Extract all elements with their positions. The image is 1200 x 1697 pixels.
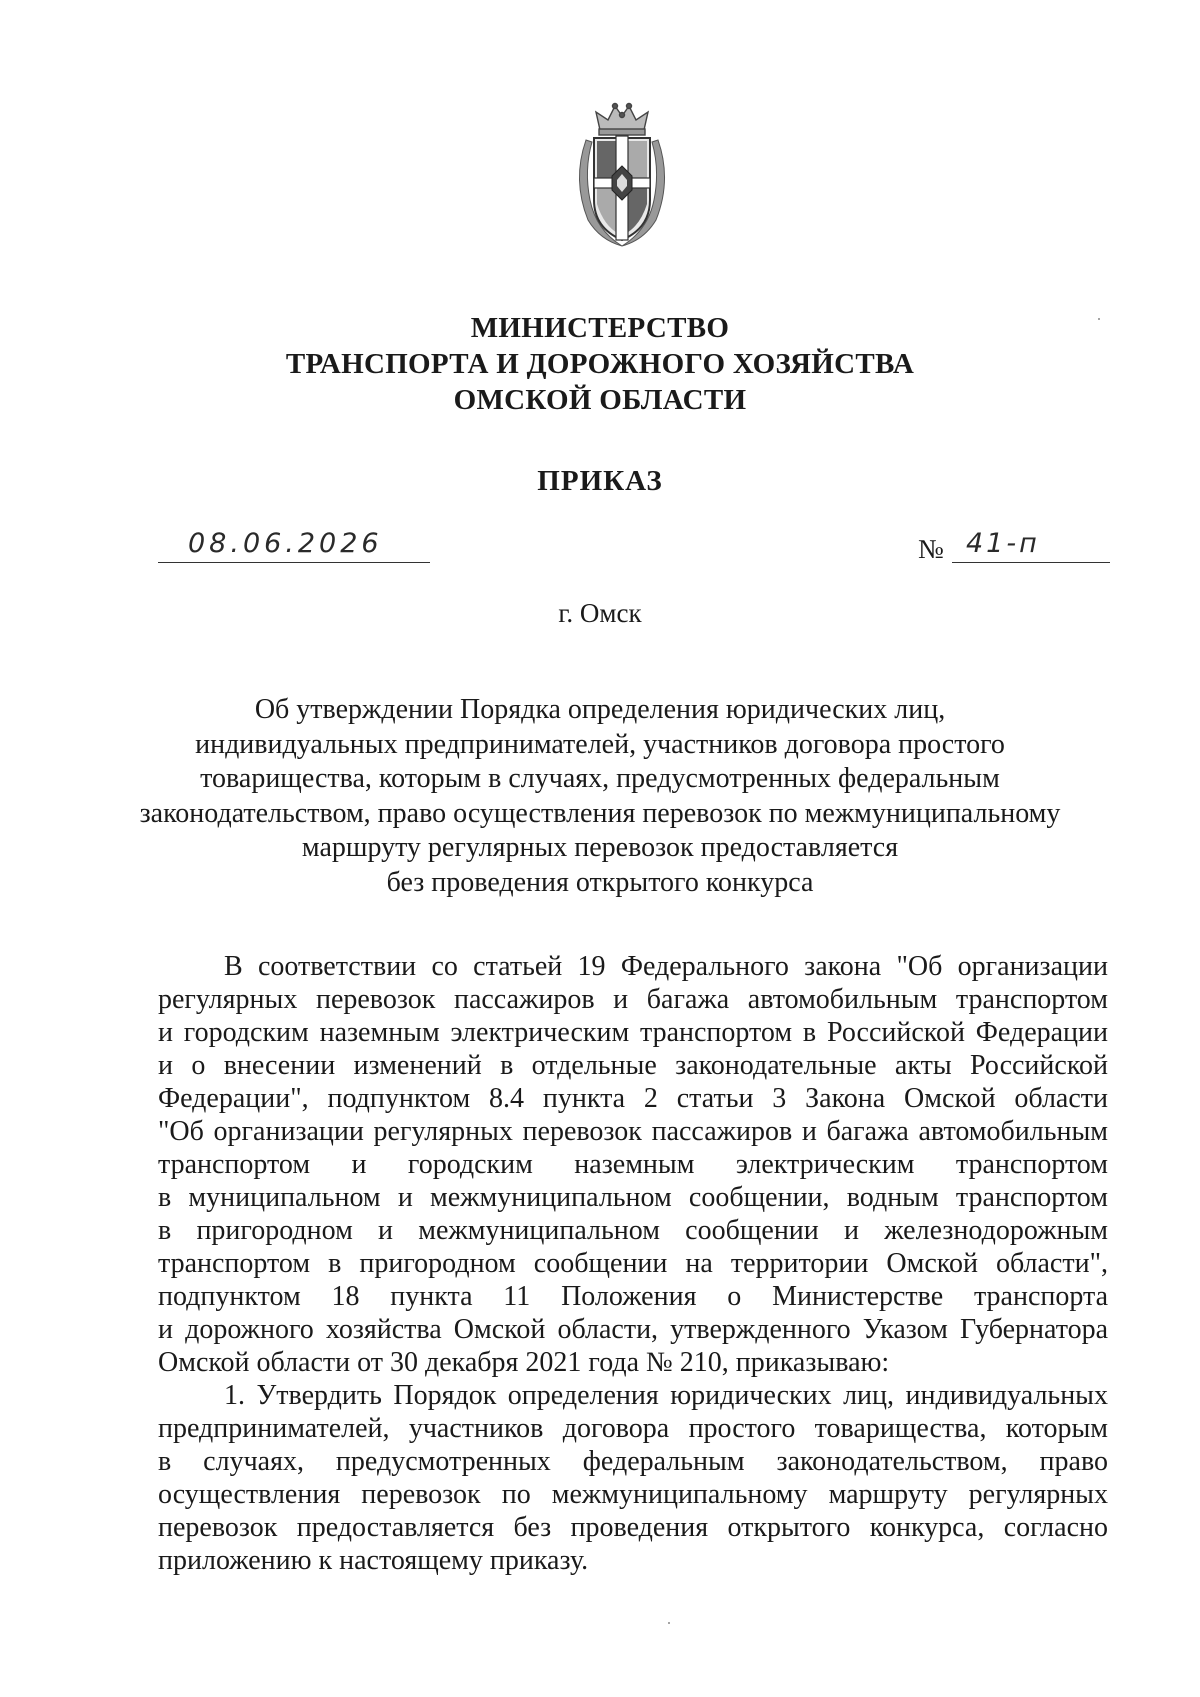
body-line: "Об организации регулярных перевозок пассажиров и багажа автомобильным — [158, 1116, 1108, 1147]
body-line: Омской области от 30 декабря 2021 года № 210, приказываю: — [158, 1347, 890, 1378]
body-line: подпунктом 18 пункта 11 Положения о Министерстве транспорта — [158, 1281, 1108, 1312]
body-line: и дорожного хозяйства Омской области, утвержденного Указом Губернатора — [158, 1314, 1108, 1345]
body-line: регулярных перевозок пассажиров и багажа автомобильным транспортом — [158, 984, 1108, 1015]
body-line: в случаях, предусмотренных федеральным законодательством, право — [158, 1446, 1108, 1477]
body-line: в муниципальном и межмуниципальном сообщении, водным транспортом — [158, 1182, 1108, 1213]
handwritten-number: 41-п — [966, 528, 1040, 559]
subject-line: маршруту регулярных перевозок предоставляется — [301, 832, 899, 863]
date-field — [158, 528, 430, 563]
body-line: в пригородном и межмуниципальном сообщении и железнодорожным — [158, 1215, 1108, 1246]
scan-speck — [1098, 318, 1100, 320]
body-line: транспортом и городским наземным электрическим транспортом — [158, 1149, 1108, 1180]
body-line: и городским наземным электрическим транспортом в Российской Федерации — [158, 1017, 1108, 1048]
body-line: осуществления перевозок по межмуниципальному маршруту регулярных — [158, 1479, 1108, 1510]
body-line: 1. Утвердить Порядок определения юридических лиц, индивидуальных — [224, 1380, 1108, 1411]
subject-line: Об утверждении Порядка определения юридических лиц, — [254, 694, 946, 725]
body-line: и о внесении изменений в отдельные законодательные акты Российской — [158, 1050, 1108, 1081]
document-type-title: ПРИКАЗ — [537, 465, 663, 497]
subject-line: законодательством, право осуществления перевозок по межмуниципальному — [139, 797, 1061, 829]
coat-of-arms-icon — [566, 100, 678, 250]
body-line: транспортом в пригородном сообщении на территории Омской области", — [158, 1248, 1108, 1279]
subject-line: без проведения открытого конкурса — [386, 866, 814, 898]
number-label: № — [918, 534, 944, 564]
body-line: предпринимателей, участников договора простого товарищества, которым — [158, 1413, 1108, 1444]
ministry-line-1: МИНИСТЕРСТВО — [470, 312, 730, 344]
number-field — [952, 528, 1110, 563]
ministry-line-3: ОМСКОЙ ОБЛАСТИ — [453, 384, 747, 416]
ministry-line-2: ТРАНСПОРТА И ДОРОЖНОГО ХОЗЯЙСТВА — [285, 348, 915, 380]
scan-speck — [668, 1622, 670, 1624]
order-subject — [120, 693, 1080, 900]
city-name: г. Омск — [558, 598, 642, 628]
body-line: Федерации", подпунктом 8.4 пункта 2 статьи 3 Закона Омской области — [158, 1083, 1108, 1114]
ministry-name — [0, 310, 1200, 418]
handwritten-date: 08.06.2026 — [188, 528, 383, 559]
order-body — [158, 950, 1108, 1577]
body-line: приложению к настоящему приказу. — [158, 1545, 589, 1576]
body-line: перевозок предоставляется без проведения открытого конкурса, согласно — [158, 1512, 1108, 1543]
subject-line: товарищества, которым в случаях, предусмотренных федеральным — [200, 763, 1000, 794]
body-line: В соответствии со статьей 19 Федерального закона "Об организации — [224, 951, 1108, 982]
subject-line: индивидуальных предпринимателей, участников договора простого — [195, 728, 1005, 760]
